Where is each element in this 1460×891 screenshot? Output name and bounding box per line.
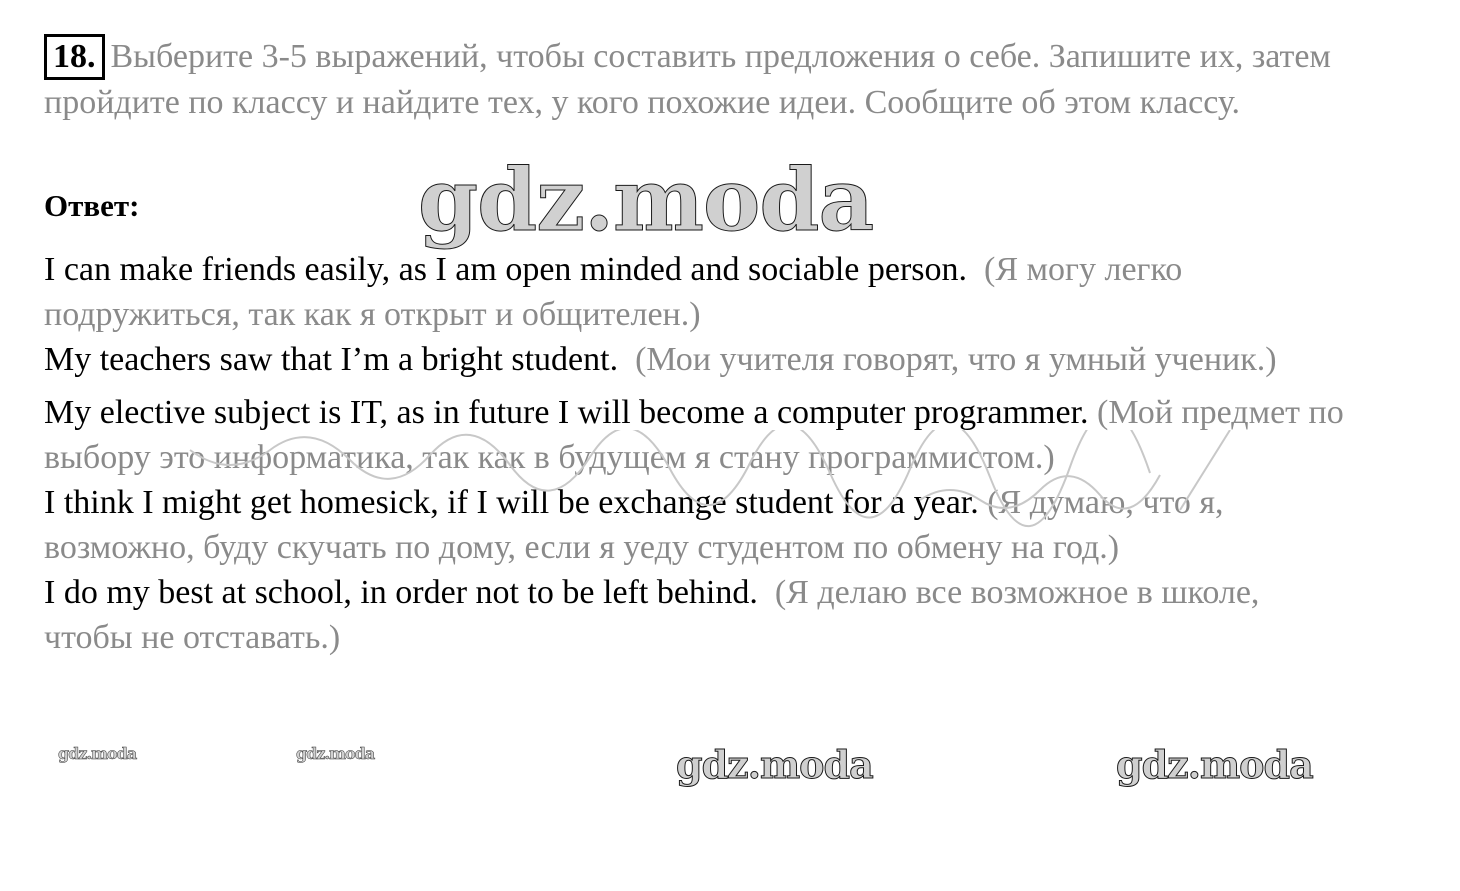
watermark-logo-small: gdz.moda <box>58 744 137 763</box>
watermark-logo: gdz.moda <box>1116 742 1313 787</box>
answer-translation: (Я делаю все возможное в школе, чтобы не отставать.) <box>44 574 1260 656</box>
answer-english: My elective subject is IT, as in future I will become a computer programmer. <box>44 394 1089 431</box>
answer-item <box>44 390 1344 480</box>
task-text: Выберите 3-5 выражений, чтобы составить предложения о себе. Запишите их, затем пройдите по классу и найдите тех, у кого похожие идеи. Сообщите об этом классу. <box>44 38 1331 121</box>
answer-translation: (Я могу легко подружиться, так как я открыт и общителен.) <box>44 251 1183 333</box>
answer-item <box>44 337 1344 382</box>
task-number: 18. <box>44 34 105 80</box>
answer-list <box>44 247 1344 660</box>
answer-english: I can make friends easily, as I am open minded and sociable person. <box>44 251 968 288</box>
answer-english: I think I might get homesick, if I will be exchange student for a year. <box>44 484 979 521</box>
task-block <box>44 34 1334 125</box>
answer-item <box>44 480 1344 570</box>
answer-item <box>44 570 1344 660</box>
answer-translation: (Я думаю, что я, возможно, буду скучать по дому, если я уеду студентом по обмену на год.) <box>44 484 1224 566</box>
watermark-logo-large: gdz.moda <box>418 150 874 251</box>
answer-translation: (Мой предмет по выбору это информатика, так как в будущем я стану программистом.) <box>44 394 1344 476</box>
answer-translation: (Мои учителя говорят, что я умный ученик.) <box>635 341 1277 378</box>
answer-label: Ответ: <box>44 188 140 223</box>
answer-english: My teachers saw that I’m a bright student. <box>44 341 619 378</box>
watermark-logo: gdz.moda <box>676 742 873 787</box>
answer-item <box>44 247 1344 337</box>
watermark-logo-small: gdz.moda <box>296 744 375 763</box>
answer-english: I do my best at school, in order not to be left behind. <box>44 574 758 611</box>
